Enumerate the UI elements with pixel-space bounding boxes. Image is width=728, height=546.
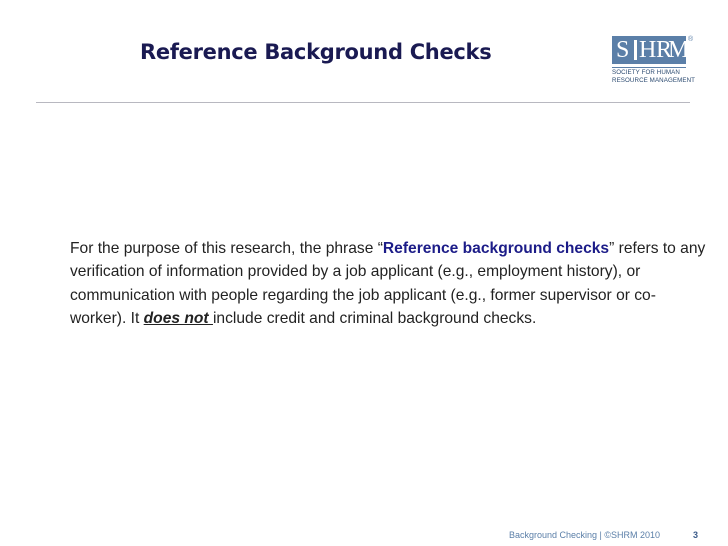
logo-letter-h: H [639,37,657,63]
registered-mark: ® [688,36,694,43]
slide-title: Reference Background Checks [140,40,492,64]
footer-text: Background Checking | ©SHRM 2010 [509,530,661,540]
logo-letter-s: S [616,37,630,63]
highlighted-phrase: Reference background checks [382,240,610,257]
logo-divider [612,67,686,68]
definition-middle: ” refers to any verification of information provided by a job applicant (e.g., employment history), or communication with people regarding the job applicant (e.g., former supervisor or co-worker). It [70,240,706,328]
definition-intro: For the purpose of this research, the phrase “ [70,240,383,257]
definition-ending: include credit and criminal background checks. [212,310,537,328]
page-number: 3 [693,530,699,540]
negation-emphasis: does not [143,310,213,328]
logo-bar [634,40,637,60]
logo-letter-r: R [656,37,673,63]
logo-tagline-line1: SOCIETY FOR HUMAN [612,69,680,76]
shrm-logo-mark [612,36,690,64]
logo-tagline [612,69,695,84]
definition-paragraph [70,237,710,331]
logo-tagline-line2: RESOURCE MANAGEMENT [612,76,696,84]
shrm-logo [612,36,696,90]
logo-letter-m: M [668,37,690,63]
title-divider [36,102,690,103]
